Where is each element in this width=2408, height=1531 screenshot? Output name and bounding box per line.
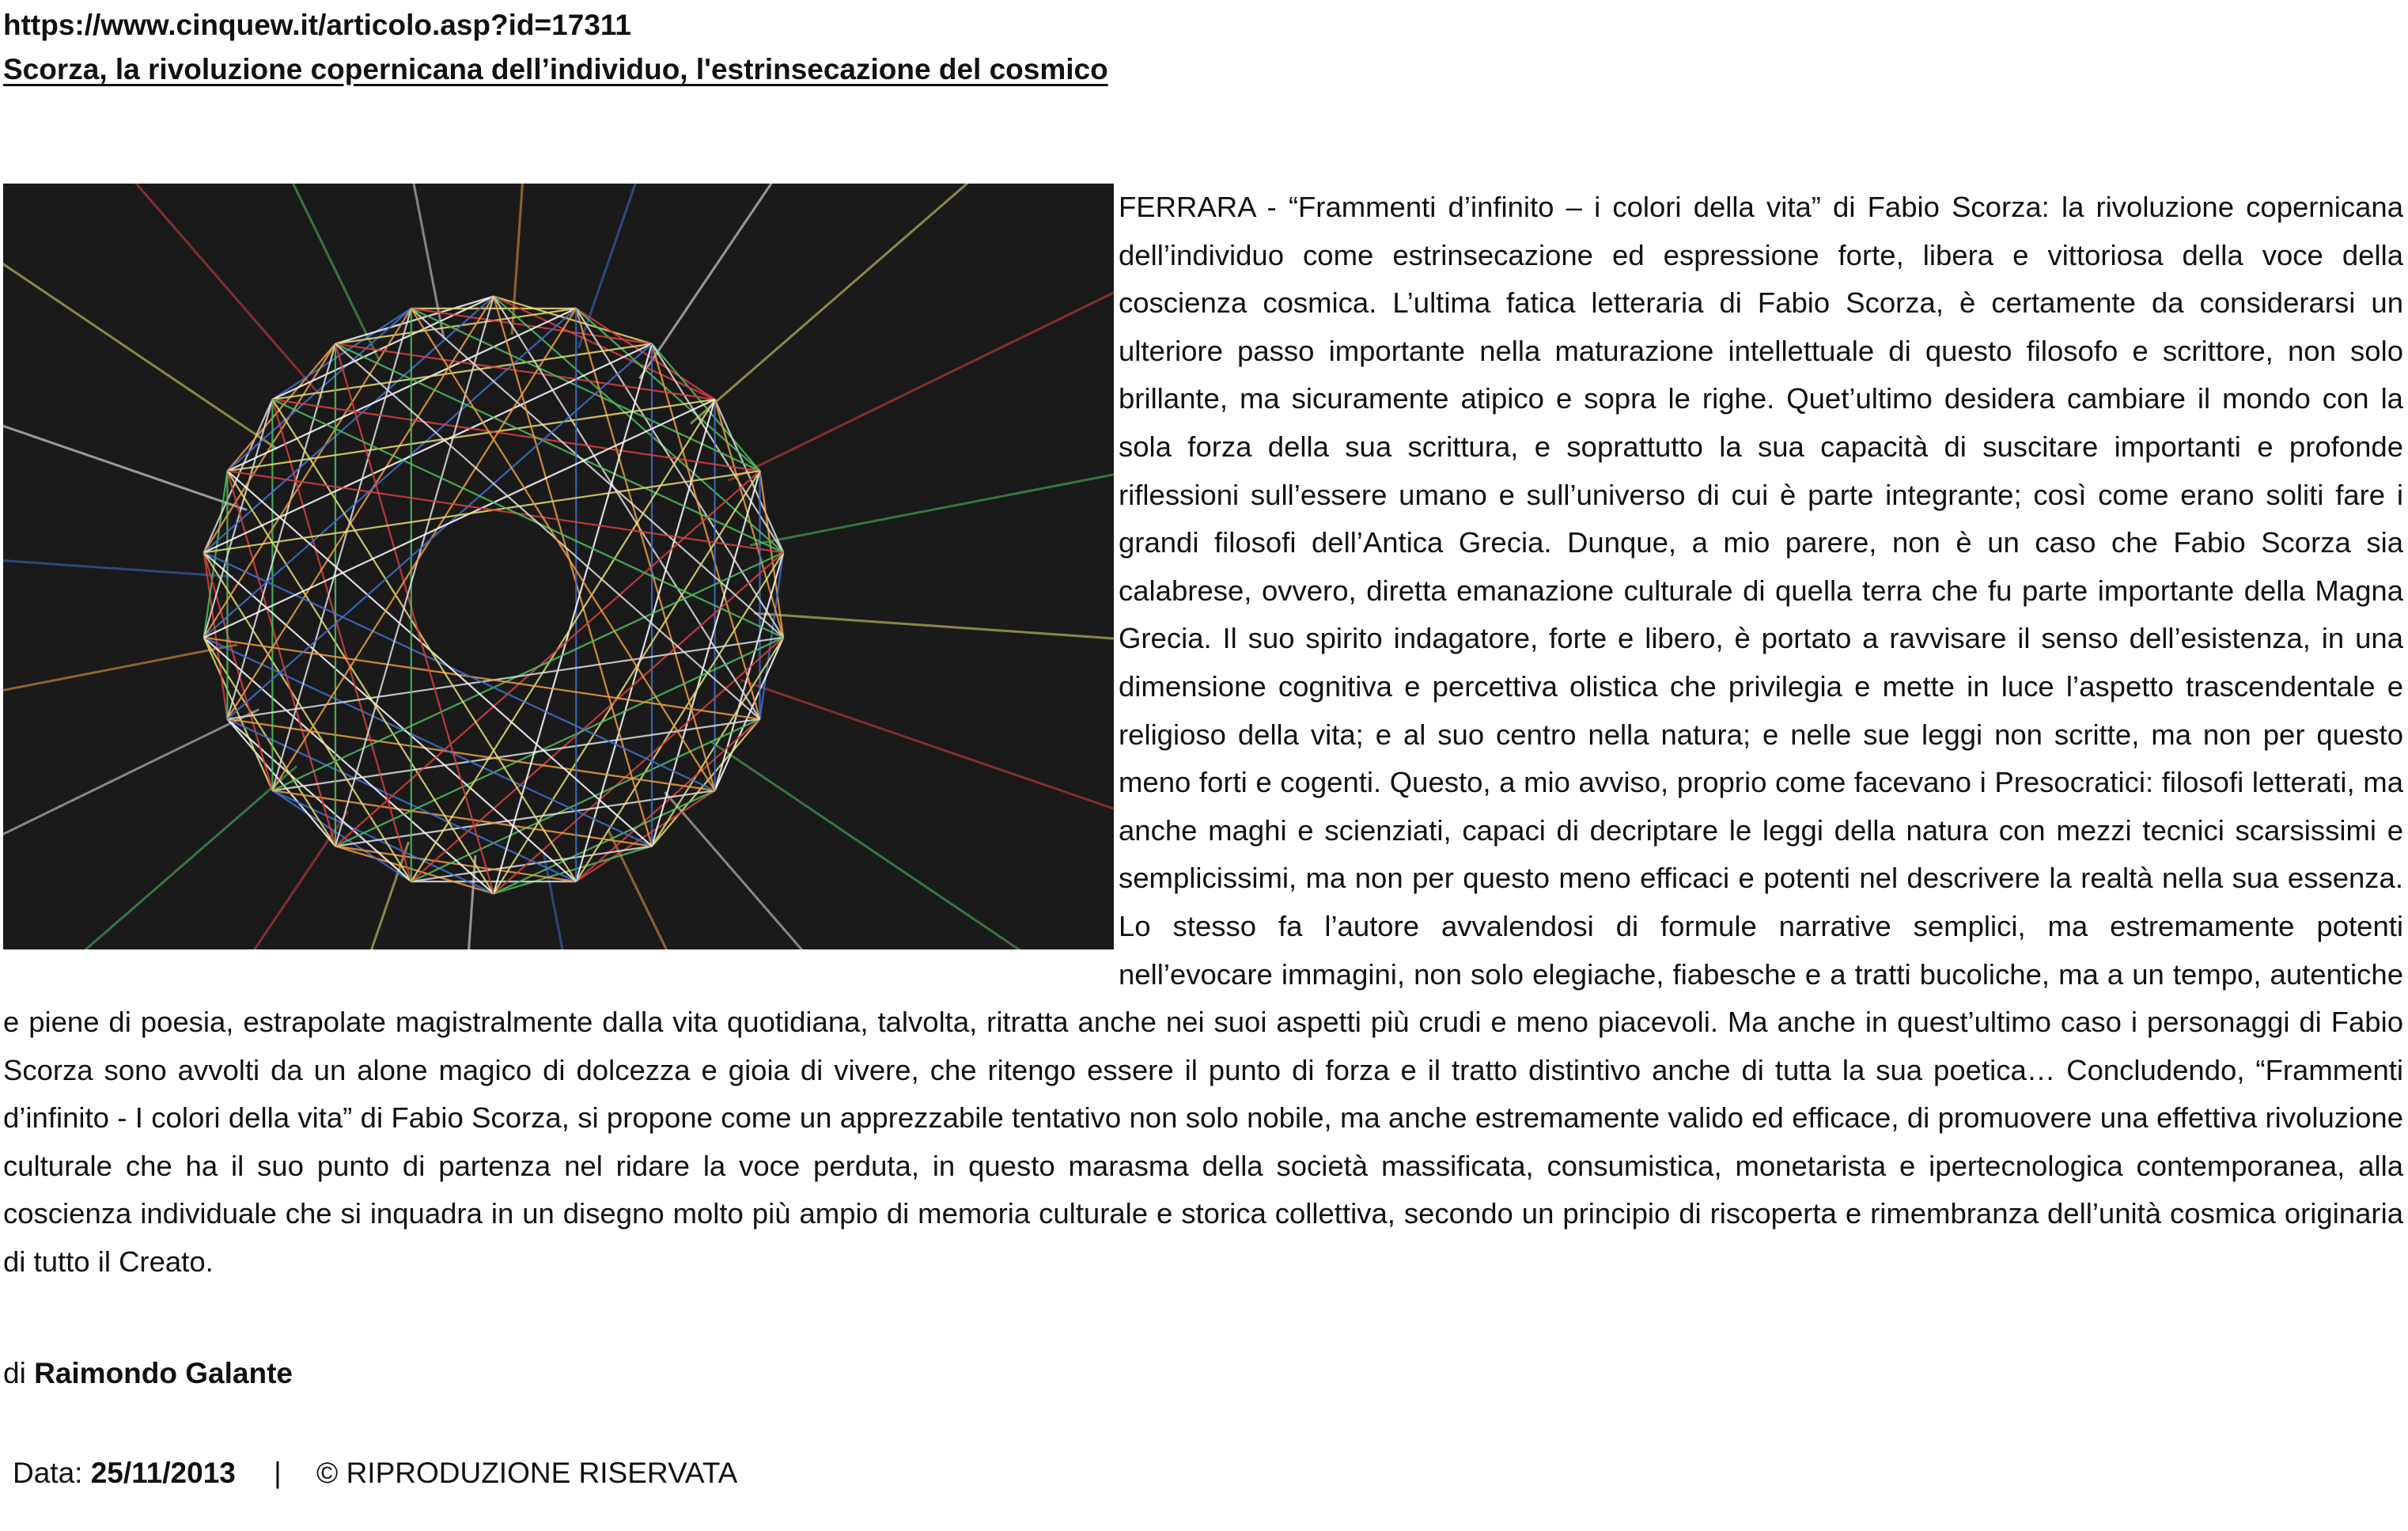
article-url[interactable]: https://www.cinquew.it/articolo.asp?id=17311: [3, 9, 631, 41]
byline: [3, 1355, 293, 1393]
article-title[interactable]: Scorza, la rivoluzione copernicana dell’individuo, l'estrinsecazione del cosmico: [3, 53, 1108, 85]
footer: [13, 1454, 737, 1492]
date-value: 25/11/2013: [90, 1457, 236, 1489]
article-text: FERRARA - “Frammenti d’infinito – i colori della vita” di Fabio Scorza: la rivoluzione copernicana dell’individuo come estrinsecazione ed espressione forte, libera e vittoriosa della voce della coscienza cosmica. L’ultima fatica letteraria di Fabio Scorza, è certamente da considerarsi un ulteriore passo importante nella maturazione intellettuale di questo filosofo e scrittore, non solo brillante, ma sicuramente atipico e sopra le righe. Quet’ultimo desidera cambiare il mondo con la sola forza della sua scrittura, e soprattutto la sua capacità di suscitare importanti e profonde riflessioni sull’essere umano e sull’universo di cui è parte integrante; così come erano soliti fare i grandi filosofi dell’Antica Grecia. Dunque, a mio parere, non è un caso che Fabio Scorza sia calabrese, ovvero, diretta emanazione culturale di quella terra che fu parte importante della Magna Grecia. Il suo spirito indagatore, forte e libero, è portato a ravvisare il senso dell’esistenza, in una dimensione cognitiva e percettiva olistica che privilegia e mette in luce l’aspetto trascendentale e religioso della vita; e al suo centro nella natura; e nelle sue leggi non scritte, ma non per questo meno forti e cogenti. Questo, a mio avviso, proprio come facevano i Presocratici: filosofi letterati, ma anche maghi e scienziati, capaci di decriptare le leggi della natura con mezzi tecnici scarsissimi e semplicissimi, ma non per questo meno efficaci e potenti nel descrivere la realtà nella sua essenza. Lo stesso fa l’autore avvalendosi di formule narrative semplici, ma estremamente potenti nell’evocare immagini, non solo elegiache, fiabesche e a tratti bucoliche, ma a un tempo, autentiche e piene di poesia, estrapolate magistralmente dalla vita quotidiana, talvolta, ritratta anche nei suoi aspetti più crudi e meno piacevoli. Ma anche in quest’ultimo caso i personaggi di Fabio Scorza sono avvolti da un alone magico di dolcezza e gioia di vivere, che ritengo essere il punto di forza e il tratto distintivo anche di tutta la sua poetica… Concludendo, “Frammenti d’infinito - I colori della vita” di Fabio Scorza, si propone come un apprezzabile tentativo non solo nobile, ma anche estremamente valido ed efficace, di promuovere una effettiva rivoluzione culturale che ha il suo punto di partenza nel ridare la voce perduta, in questo marasma della società massificata, consumistica, monetarista e ipertecnologica contemporanea, alla coscienza individuale che si inquadra in un disegno molto più ampio di memoria culturale e storica collettiva, secondo un principio di riscoperta e rimembranza dell’unità cosmica originaria di tutto il Creato.: [3, 191, 2403, 1279]
date-label: Data:: [13, 1457, 83, 1489]
byline-prefix: di: [3, 1357, 26, 1389]
image-background: [3, 184, 1114, 949]
rights-notice: © RIPRODUZIONE RISERVATA: [316, 1457, 738, 1489]
article-body: [3, 184, 2403, 1287]
author-name: Raimondo Galante: [34, 1357, 293, 1389]
geometric-star-illustration: [3, 184, 1114, 949]
article-image: [3, 184, 1114, 949]
footer-separator: |: [274, 1457, 282, 1489]
